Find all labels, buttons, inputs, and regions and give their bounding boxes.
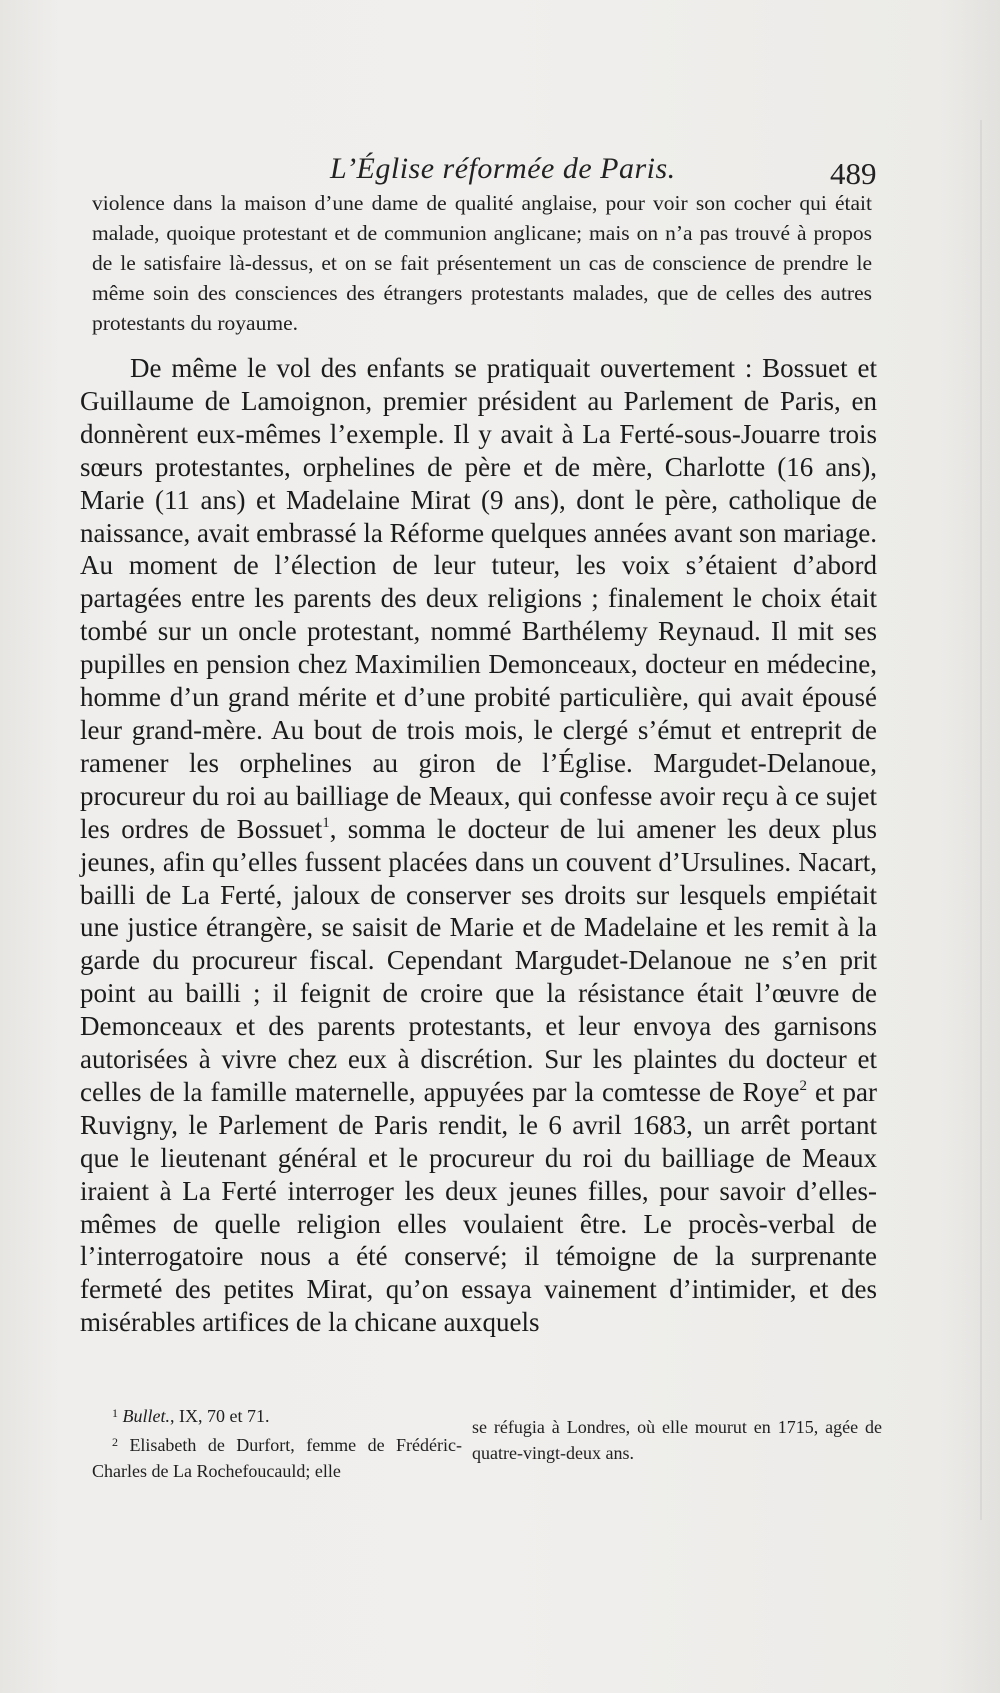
footnote-2-mark: 2 [112, 1435, 118, 1449]
footnote-2 [92, 1429, 462, 1484]
footnote-1-text: , IX, 70 et 71. [170, 1406, 270, 1426]
running-title: L’Église réformée de Paris. [330, 152, 676, 185]
footnotes [92, 1400, 882, 1500]
footnote-2-text-start: Elisabeth de Durfort, femme de Frédéric-Charles de La Rochefoucauld; elle [92, 1435, 462, 1481]
page-edge-shadow [968, 120, 982, 1520]
footnotes-right-column [472, 1414, 882, 1466]
footnote-2-continuation: se réfugia à Londres, où elle mourut en 1715, agée de quatre-vingt-deux ans. [472, 1417, 882, 1463]
page-number: 489 [830, 156, 877, 191]
footnotes-left-column [92, 1400, 462, 1484]
footnote-reference-1: 1 [322, 814, 330, 831]
footnote-1 [92, 1400, 462, 1429]
paragraph-text-part-1: De même le vol des enfants se pratiquait ouvertement : Bossuet et Guillaume de Lamoignon, premier président au Parlement de Paris, en donnèrent eux-mêmes l’exemple. Il y avait à La Ferté-sous-Jouarre trois sœurs protestantes, orphelines de père et de mère, Charlotte (16 ans), Marie (11 ans) et Madelaine Mirat (9 ans), dont le père, catholique de naissance, avait embrassé la Réforme quelques années avant son mariage. Au moment de l’élection de leur tuteur, les voix s’étaient d’abord partagées entre les parents des deux religions ; finalement le choix était tombé sur un oncle protestant, nommé Barthélemy Reynaud. Il mit ses pupilles en pension chez Maximilien Demonceaux, docteur en médecine, homme d’un grand mérite et d’une probité particulière, qui avait épousé leur grand-mère. Au bout de trois mois, le clergé s’émut et entreprit de ramener les orphelines au giron de l’Église. Margudet-Delanoue, procureur du roi au bailliage de Meaux, qui confesse avoir reçu à ce sujet les ordres de Bossuet [80, 353, 877, 844]
footnote-1-source: Bullet. [122, 1406, 170, 1426]
paragraph-text-part-2: , somma le docteur de lui amener les deux plus jeunes, afin qu’elles fussent placées dans un couvent d’Ursulines. Nacart, bailli de La Ferté, jaloux de conserver ses droits sur lesquels empiétait une justice étrangère, se saisit de Marie et de Madelaine et les remit à la garde du procureur fiscal. Cependant Margudet-Delanoue ne s’en prit point au bailli ; il feignit de croire que la résistance était l’œuvre de Demonceaux et des parents protestants, et leur envoya des garnisons autorisées à vivre chez eux à discrétion. Sur les plaintes du docteur et celles de la famille maternelle, appuyées par la comtesse de Roye [80, 813, 878, 1107]
page-header [0, 142, 1000, 192]
main-paragraph [80, 352, 877, 1339]
paragraph-text-part-3: et par Ruvigny, le Parlement de Paris rendit, le 6 avril 1683, un arrêt portant que le lieutenant général et le procureur du roi du bailliage de Meaux iraient à La Ferté interroger les deux jeunes filles, pour savoir d’elles-mêmes de quelle religion elles voulaient être. Le procès-verbal de l’interrogatoire nous a été conservé; il témoigne de la surprenante fermeté des petites Mirat, qu’on essaya vainement d’intimider, et des misérables artifices de la chicane auxquels [80, 1076, 877, 1338]
footnote-1-mark: 1 [112, 1406, 118, 1420]
quoted-passage: violence dans la maison d’une dame de qualité anglaise, pour voir son cocher qui était malade, quoique protestant et de communion anglicane; mais on n’a pas trouvé à propos de le satisfaire là-dessus, et on se fait présentement un cas de conscience de prendre le même soin des consciences des étrangers protestants malades, que de celles des autres protestants du royaume. [92, 191, 872, 335]
footnote-reference-2: 2 [799, 1077, 808, 1094]
